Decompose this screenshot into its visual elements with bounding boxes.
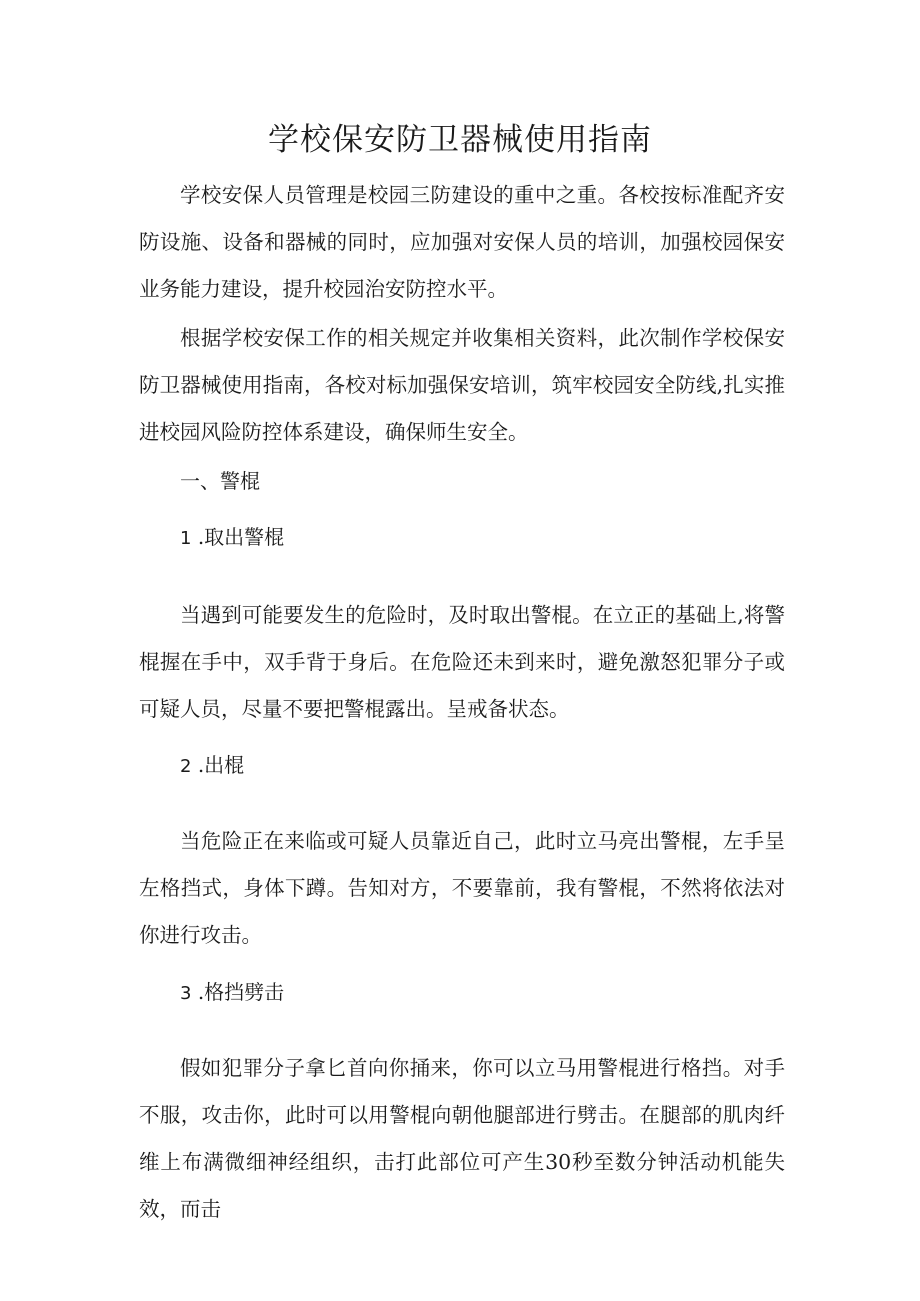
item-3-title: .格挡劈击: [197, 980, 285, 1004]
item-1-heading: [180, 522, 284, 554]
item-3-heading: [180, 977, 284, 1009]
section-heading-baton: 一、警棍: [180, 469, 260, 493]
item-2-title: .出棍: [197, 753, 245, 777]
intro-paragraph-2: 根据学校安保工作的相关规定并收集相关资料，此次制作学校保安防卫器械使用指南，各校对标加强保安培训，筑牢校园安全防线,扎实推进校园风险防控体系建设，确保师生安全。: [139, 326, 785, 444]
item-2-number: 2: [180, 756, 192, 777]
item-1-number: 1: [180, 528, 192, 549]
item-3-body: 假如犯罪分子拿匕首向你捅来，你可以立马用警棍进行格挡。对手不服，攻击你，此时可以用警棍向朝他腿部进行劈击。在腿部的肌肉纤维上布满微细神经组织，击打此部位可产生30秒至数分钟活动机能失效，而击: [139, 1056, 785, 1221]
item-3-number: 3: [180, 983, 192, 1004]
document-title: 学校保安防卫器械使用指南: [268, 122, 652, 158]
intro-paragraph-1: 学校安保人员管理是校园三防建设的重中之重。各校按标准配齐安防设施、设备和器械的同时，应加强对安保人员的培训，加强校园保安业务能力建设，提升校园治安防控水平。: [139, 183, 785, 301]
item-2-body: 当危险正在来临或可疑人员靠近自己，此时立马亮出警棍，左手呈左格挡式，身体下蹲。告知对方，不要靠前，我有警棍，不然将依法对你进行攻击。: [139, 829, 785, 947]
item-2-heading: [180, 750, 244, 782]
item-1-title: .取出警棍: [197, 525, 285, 549]
item-1-body: 当遇到可能要发生的危险时，及时取出警棍。在立正的基础上,将警棍握在手中，双手背于身后。在危险还未到来时，避免激怒犯罪分子或可疑人员，尽量不要把警棍露出。呈戒备状态。: [139, 603, 785, 721]
